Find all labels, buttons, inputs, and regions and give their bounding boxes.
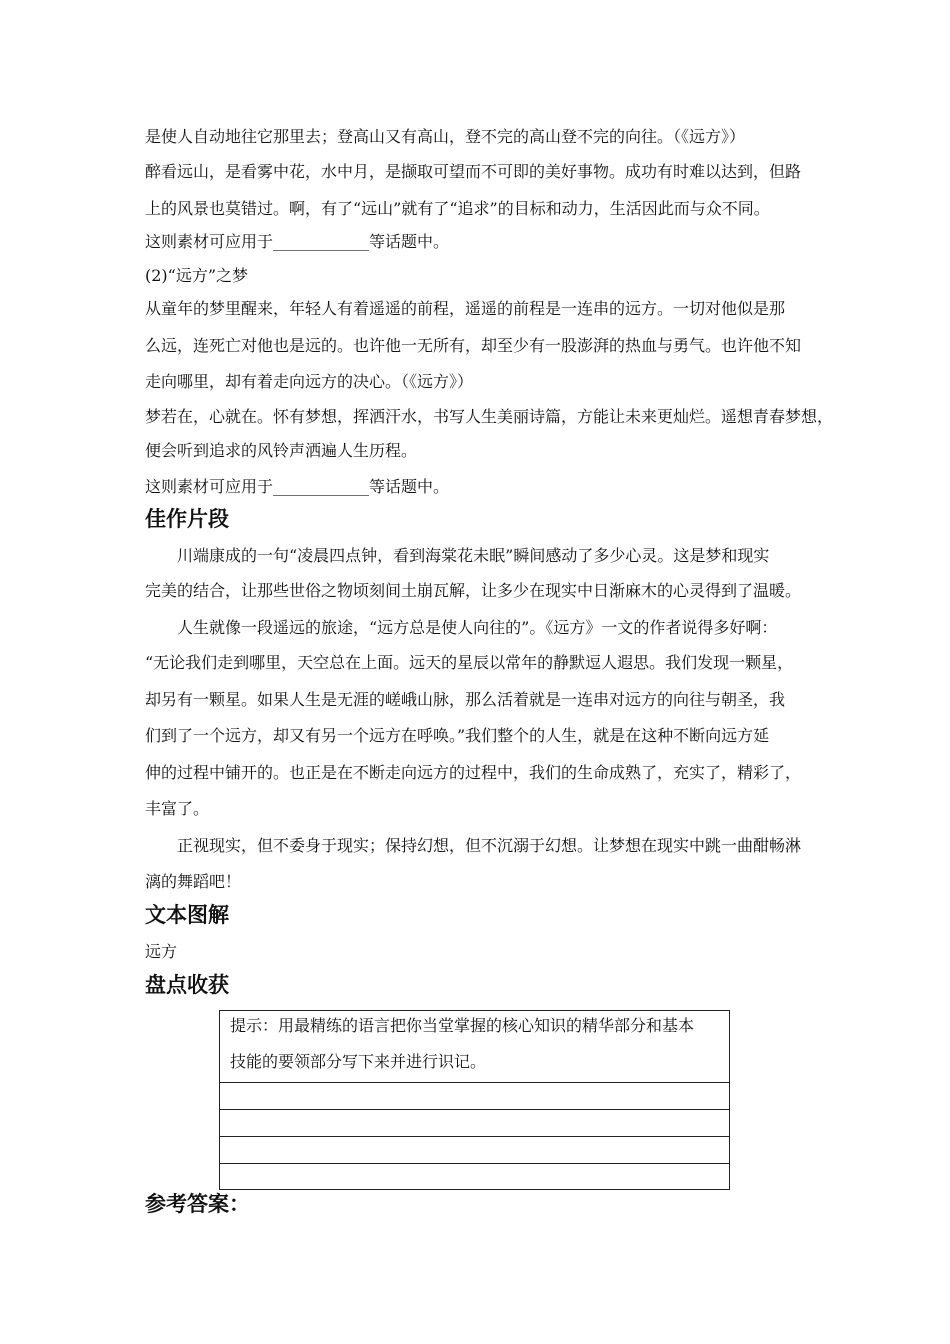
application-prompt-1: 这则素材可应用于____________等话题中。 — [145, 232, 450, 251]
material-paragraph-4-line-1: 梦若在，心就在。怀有梦想，挥洒汗水，书写人生美丽诗篇，方能让未来更灿烂。遥想青春梦想， — [145, 407, 834, 426]
application-prompt-2: 这则素材可应用于____________等话题中。 — [145, 477, 450, 496]
material-paragraph-2-line-2: 上的风景也莫错过。啊，有了“远山”就有了“追求”的目标和动力，生活因此而与众不同。 — [145, 199, 770, 218]
excerpt-paragraph-2-line-2: “无论我们走到哪里，天空总在上面。远天的星辰以常年的静默逗人遐思。我们发现一颗星， — [145, 653, 794, 672]
section-heading-diagram: 文本图解 — [145, 903, 229, 927]
section-heading-harvest: 盘点收获 — [145, 973, 229, 997]
material-paragraph-2-line-1: 醉看远山，是看雾中花，水中月，是撷取可望而不可即的美好事物。成功有时难以达到，但路 — [145, 162, 802, 181]
material-paragraph-3-line-1: 从童年的梦里醒来，年轻人有着遥遥的前程，遥遥的前程是一连串的远方。一切对他似是那 — [145, 299, 786, 318]
excerpt-paragraph-3-line-2: 漓的舞蹈吧！ — [145, 872, 242, 891]
material-paragraph-4-line-2: 便会听到追求的风铃声洒遍人生历程。 — [145, 441, 418, 460]
notes-hint-line-1: 提示：用最精练的语言把你当堂掌握的核心知识的精华部分和基本 — [230, 1016, 695, 1035]
section-heading-excerpt: 佳作片段 — [145, 507, 229, 531]
excerpt-paragraph-2-line-4: 们到了一个远方，却又有另一个远方在呼唤。”我们整个的人生，就是在这种不断向远方延 — [145, 726, 770, 745]
excerpt-paragraph-2-line-3: 却另有一颗星。如果人生是无涯的嵯峨山脉，那么活着就是一连串对远方的向往与朝圣，我 — [145, 690, 786, 709]
excerpt-paragraph-3-line-1: 正视现实，但不委身于现实；保持幻想，但不沉溺于幻想。让梦想在现实中跳一曲酣畅淋 — [177, 836, 802, 855]
material-paragraph-3-line-3: 走向哪里，却有着走向远方的决心。（《远方》） — [145, 372, 474, 391]
excerpt-paragraph-2-line-5: 伸的过程中铺开的。也正是在不断走向远方的过程中，我们的生命成熟了，充实了，精彩了， — [145, 763, 802, 782]
notes-row-divider — [220, 1109, 729, 1110]
notes-row-divider — [220, 1136, 729, 1137]
excerpt-paragraph-2-line-6: 丰富了。 — [145, 799, 210, 818]
notes-hint-line-2: 技能的要领部分写下来并进行识记。 — [230, 1052, 487, 1071]
diagram-text: 远方 — [145, 942, 178, 961]
excerpt-paragraph-1-line-2: 完美的结合，让那些世俗之物顷刻间土崩瓦解，让多少在现实中日渐麻木的心灵得到了温暖。 — [145, 581, 802, 600]
notes-table — [219, 1010, 730, 1190]
excerpt-paragraph-2-line-1: 人生就像一段遥远的旅途，“远方总是使人向往的”。《远方》一文的作者说得多好啊： — [177, 618, 778, 637]
material-paragraph-3-line-2: 么远，连死亡对他也是远的。也许他一无所有，却至少有一股澎湃的热血与勇气。也许他不知 — [145, 336, 802, 355]
notes-row-divider — [220, 1163, 729, 1164]
material-paragraph-1: 是使人自动地往它那里去；登高山又有高山，登不完的高山登不完的向往。（《远方》） — [145, 127, 746, 146]
excerpt-paragraph-1-line-1: 川端康成的一句“凌晨四点钟，看到海棠花未眠”瞬间感动了多少心灵。这是梦和现实 — [177, 546, 770, 565]
notes-row-divider — [220, 1082, 729, 1083]
section-heading-answers: 参考答案： — [145, 1192, 250, 1216]
subsection-title-2: (2)“远方”之梦 — [145, 266, 249, 285]
